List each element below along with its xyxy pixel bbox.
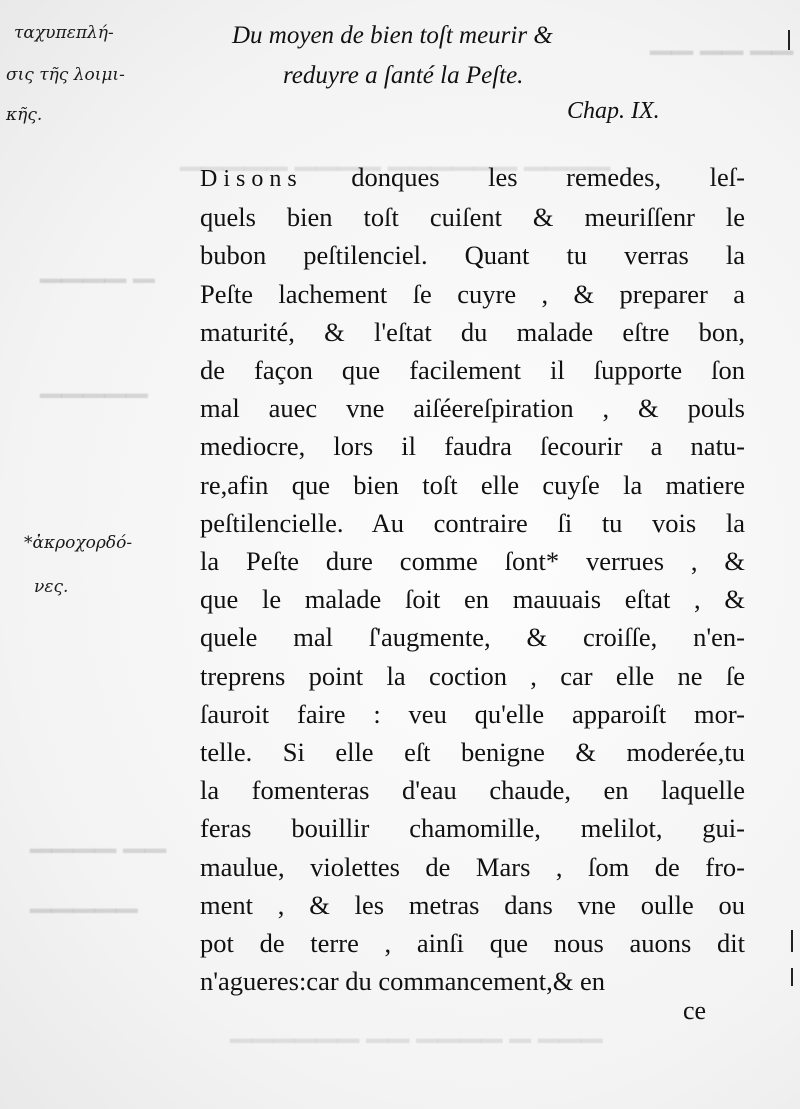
text-line	[200, 580, 745, 618]
margin-note-2a: *ἀκροχορδό-	[24, 533, 133, 553]
chapter-title-line-1: Du moyen de bien toſt meurir &	[232, 22, 553, 49]
text-line	[200, 427, 745, 465]
line-text: ſauroit faire : veu qu'elle apparoiſt mor-	[200, 698, 745, 729]
text-line	[200, 886, 745, 924]
line-text: de façon que facilement il ſupporte ſon	[200, 355, 745, 386]
text-line	[200, 504, 745, 542]
line-text: pot de terre , ainſi que nous auons dit	[200, 928, 745, 959]
line-text: treprens point la coction , car elle ne ſe	[200, 660, 745, 691]
text-line	[200, 771, 745, 809]
line-text: feras bouillir chamomille, melilot, gui-	[200, 813, 745, 844]
line-text: quele mal ſ'augmente, & croiſſe, n'en-	[200, 622, 745, 653]
book-page: ▁▁ ▁▁ ▁▁ ▁▁▁▁▁ ▁▁▁▁ ▁▁▁▁▁▁ ▁▁▁▁ ▁▁▁▁ ▁ ▁▁▁▁▁ ▁▁▁▁ ▁▁ ▁▁▁▁▁ ▁▁▁▁▁▁ ▁▁ ▁▁▁▁ ▁ ▁▁▁ ταχυπεπλή- σις τῆς λοιμι- κῆς. *ἀκροχορδό- νες. Du moyen de bien toſt meurir & reduyre a ſanté la Peſte. Chap. IX. Disons donques les remedes, leſ- quels bien toſt cuiſent & meuriſſenr le bubon peſtilenciel. Quant tu verras la Peſte lachement ſe cuyre , & preparer a maturité, & l'eſtat du malade eſtre bon, de façon que facilement il ſupporte ſon mal auec vne aiſéereſpiration , & pouls mediocre, lors il faudra ſecourir a natu- re,afin que bien toſt elle cuyſe la matiere peſtilencielle. Au contraire ſi tu vois la la Peſte dure comme ſont* verrues , & que le malade ſoit en mauuais eſtat , & quele mal ſ'augmente, & croiſſe, n'en- treprens point la coction , car elle ne ſe ſauroit faire : veu qu'elle apparoiſt mor- telle. Si elle eſt benigne & moderée,tu la fomenteras d'eau chaude, en laquelle feras bouillir chamomille, melilot, gui- maulue, violettes de Mars , ſom de fro- ment , & les metras dans vne oulle ou pot de terre , ainſi que nous auons dit n'agueres:car du commancement,& en ce	[0, 0, 800, 1109]
line-text: la Peſte dure comme ſont* verrues , &	[200, 546, 745, 577]
line-text: ment , & les metras dans vne oulle ou	[200, 889, 745, 920]
text-line	[200, 657, 745, 695]
text-line	[200, 733, 745, 771]
text-line	[200, 351, 745, 389]
edge-mark	[788, 30, 790, 50]
text-line	[200, 389, 745, 427]
text-line	[200, 962, 745, 1000]
line-text: telle. Si elle eſt benigne & moderée,tu	[200, 737, 745, 768]
text-line	[200, 542, 745, 580]
text-line	[200, 466, 745, 504]
text-line	[200, 313, 745, 351]
line-text: donques les remedes, leſ-	[302, 162, 745, 192]
line-text: re,afin que bien toſt elle cuyſe la matiere	[200, 469, 745, 500]
line-text: n'agueres:car du commancement,& en	[200, 966, 606, 997]
line-text: bubon peſtilenciel. Quant tu verras la	[200, 240, 745, 271]
line-text: que le malade ſoit en mauuais eſtat , &	[200, 584, 745, 615]
text-line	[200, 275, 745, 313]
chapter-title-line-2: reduyre a ſanté la Peſte.	[283, 62, 524, 89]
margin-note-1c: κῆς.	[6, 105, 43, 125]
text-line	[200, 848, 745, 886]
margin-note-2b: νες.	[34, 577, 69, 597]
body-text	[200, 158, 745, 1000]
text-line	[200, 158, 745, 198]
text-line	[200, 924, 745, 962]
catchword: ce	[683, 996, 707, 1025]
text-line	[200, 695, 745, 733]
margin-note-1b: σις τῆς λοιμι-	[6, 65, 125, 85]
text-line	[200, 618, 745, 656]
line-text: maulue, violettes de Mars , ſom de fro-	[200, 851, 745, 882]
text-line	[200, 198, 745, 236]
margin-note-1a: ταχυπεπλή-	[14, 23, 114, 43]
text-line	[200, 236, 745, 274]
line-text: Peſte lachement ſe cuyre , & preparer a	[200, 278, 745, 309]
line-text: la fomenteras d'eau chaude, en laquelle	[200, 775, 745, 806]
line-text: peſtilencielle. Au contraire ſi tu vois la	[200, 507, 745, 538]
chapter-number: Chap. IX.	[567, 98, 660, 124]
line-text: mal auec vne aiſéereſpiration , & pouls	[200, 393, 745, 424]
line-text: maturité, & l'eſtat du malade eſtre bon,	[200, 316, 745, 347]
line-text: quels bien toſt cuiſent & meuriſſenr le	[200, 202, 745, 233]
edge-mark	[791, 968, 793, 986]
opening-word: Disons	[200, 166, 303, 192]
text-line	[200, 809, 745, 847]
edge-mark	[791, 930, 793, 952]
line-text: mediocre, lors il faudra ſecourir a natu-	[200, 431, 745, 462]
